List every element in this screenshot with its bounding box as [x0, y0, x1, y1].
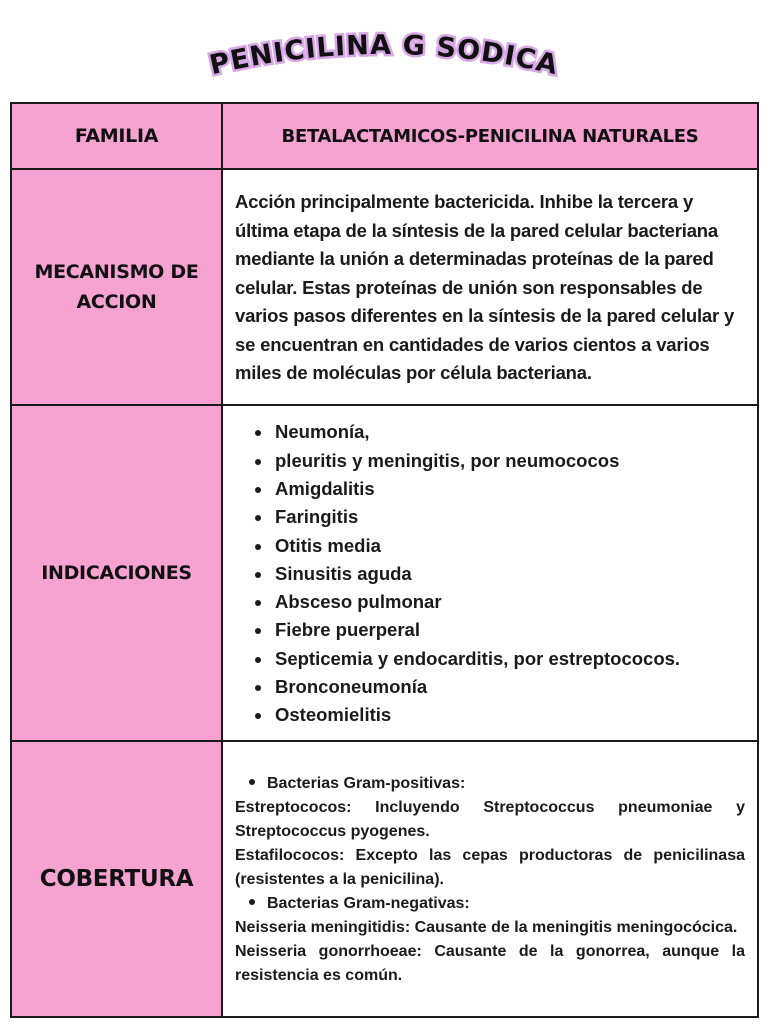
estreptococos-text: Estreptococos: Incluyendo Streptococcus pneumoniae y Streptococcus pyogenes.	[235, 799, 745, 840]
indicaciones-list	[223, 406, 757, 739]
label-mecanismo: MECANISMO DE ACCION	[34, 261, 199, 313]
gram-positive-heading-text: Bacterias Gram-positivas:	[267, 775, 466, 792]
label-cell-mecanismo	[11, 169, 222, 405]
row-indicaciones	[11, 405, 758, 741]
cobertura-content	[223, 760, 757, 998]
meningitidis-text: Neisseria meningitidis: Causante de la meningitis meningocócica.	[235, 919, 738, 936]
row-cobertura	[11, 741, 758, 1017]
value-cell-familia	[222, 103, 758, 169]
bullet-icon	[249, 779, 255, 785]
list-item: • Fiebre puerperal	[273, 616, 757, 644]
title-text: PENICILINA G SODICA	[206, 29, 562, 82]
list-item: • pleuritis y meningitis, por neumococos	[273, 447, 757, 475]
list-item: • Faringitis	[273, 503, 757, 531]
gram-positive-heading	[235, 772, 745, 796]
list-item: • Amigdalitis	[273, 475, 757, 503]
label-cell-familia	[11, 103, 222, 169]
mecanismo-text: Acción principalmente bactericida. Inhibe la tercera y última etapa de la síntesis de la pared celular bacteriana mediante la unión a determinadas proteínas de la pared celular. Estas proteínas de unión son responsables de varios pasos diferentes en la síntesis de la pared celular y se encuentran en cantidades de varios cientos a varios miles de moléculas por célula bacteriana.	[235, 191, 735, 384]
list-item: • Neumonía,	[273, 418, 757, 446]
list-item: • Osteomielitis	[273, 701, 757, 729]
list-item: • Otitis media	[273, 532, 757, 560]
page-title	[0, 26, 768, 82]
list-item: • Sinusitis aguda	[273, 560, 757, 588]
estafilococos-text: Estafilococos: Excepto las cepas productoras de penicilinasa (resistentes a la penicilina).	[235, 847, 745, 888]
gonorrhoeae-text: Neisseria gonorrhoeae: Causante de la gonorrea, aunque la resistencia es común.	[235, 943, 745, 984]
list-item: • Bronconeumonía	[273, 673, 757, 701]
bullet-icon	[249, 899, 255, 905]
label-indicaciones: INDICACIONES	[41, 562, 192, 584]
gram-negative-heading-text: Bacterias Gram-negativas:	[267, 895, 470, 912]
list-item: • Absceso pulmonar	[273, 588, 757, 616]
gram-negative-heading	[235, 892, 745, 916]
list-item: • Septicemia y endocarditis, por estreptococos.	[273, 645, 757, 673]
label-cobertura: COBERTURA	[39, 866, 194, 892]
row-familia	[11, 103, 758, 169]
row-mecanismo	[11, 169, 758, 405]
label-cell-cobertura	[11, 741, 222, 1017]
content-cell-mecanismo	[222, 169, 758, 405]
content-cell-cobertura	[222, 741, 758, 1017]
drug-info-table	[10, 102, 759, 1018]
label-cell-indicaciones	[11, 405, 222, 741]
content-cell-indicaciones	[222, 405, 758, 741]
value-familia: BETALACTAMICOS-PENICILINA NATURALES	[281, 125, 699, 147]
title-wordart	[174, 26, 594, 82]
label-familia: FAMILIA	[74, 125, 159, 147]
